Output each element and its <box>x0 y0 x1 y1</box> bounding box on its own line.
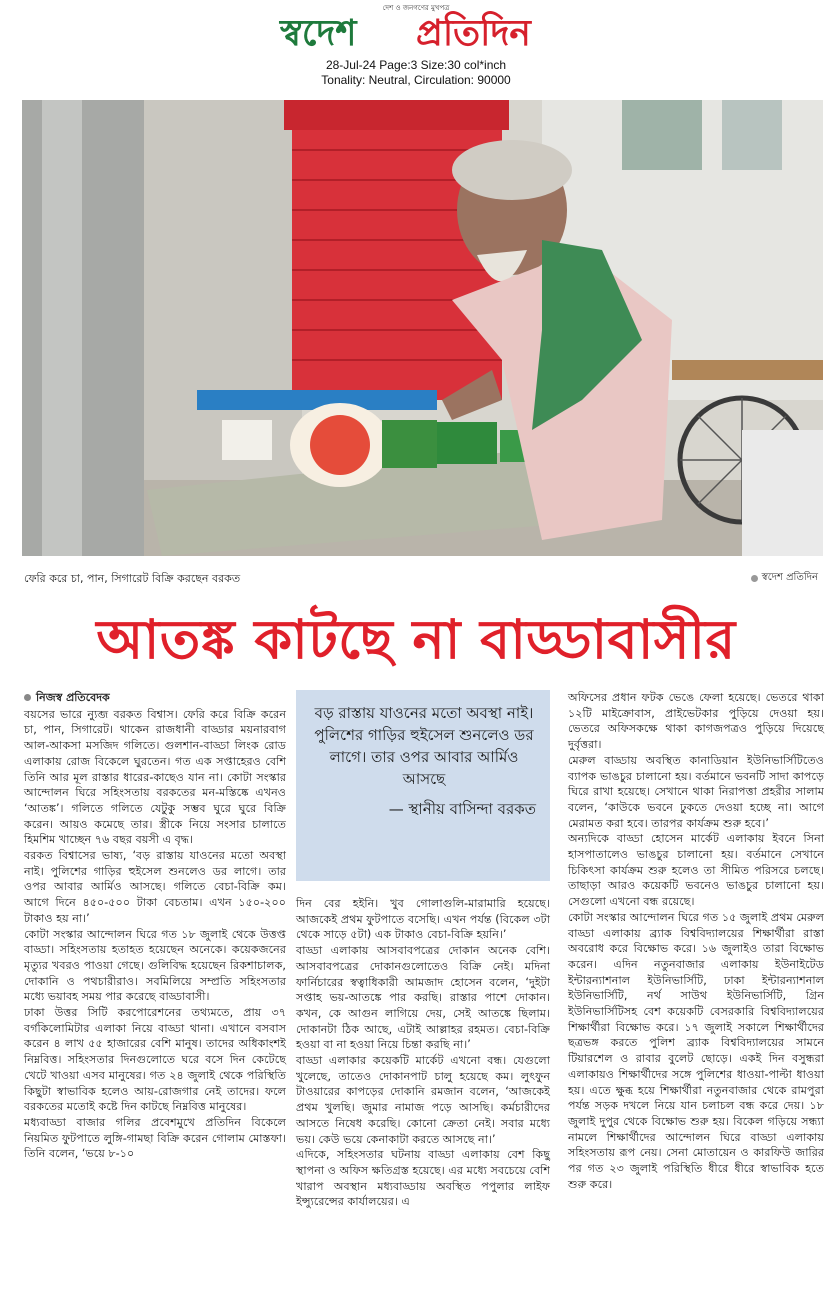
byline-text: নিজস্ব প্রতিবেদক <box>36 691 110 704</box>
clipping-meta-line2: Tonality: Neutral, Circulation: 90000 <box>321 73 511 87</box>
pull-quote-source: — স্থানীয় বাসিন্দা বরকত <box>388 800 536 818</box>
logo-part2: প্রতিদিন <box>416 13 531 52</box>
article-column-2 <box>296 896 550 1210</box>
article-headline: আতঙ্ক কাটছে না বাড্ডাবাসীর <box>96 608 736 671</box>
photo-caption: ফেরি করে চা, পান, সিগারেট বিক্রি করছেন বরকত <box>24 572 241 585</box>
photo-credit <box>751 570 818 587</box>
article-paragraph: বাড্ডা এলাকায় আসবাবপত্রের দোকান অনেক বেশি। আসবাবপত্রের দোকানগুলোতেও বিক্রি নেই। মদিনা ফার্নিচারের স্বত্বাধিকারী আমজাদ হোসেন বলেন, ‘দুইটা সপ্তাহ ভয়-আতঙ্কে পার করছি। রাস্তার পাশে দোকান। কখন, কে আগুন লাগিয়ে দেয়, সেই আতঙ্কে ছিলাম। দোকানটা ঠিক আছে, এটাই আল্লাহর রহমত। বেচা-বিক্রি হওয়া বা না হওয়া নিয়ে চিন্তা করছি না।’ <box>296 944 550 1052</box>
article-column-1 <box>24 690 286 1162</box>
article-paragraph: অফিসের প্রধান ফটক ভেঙে ফেলা হয়েছে। ভেতরে থাকা ১২টি মাইক্রোবাস, প্রাইভেটকার পুড়িয়ে দেওয়া হয়। ভেতরে অফিসকক্ষে থাকা কাগজপত্রও পুড়িয়ে দিয়েছে দুর্বৃত্তরা। <box>568 691 824 752</box>
article-paragraph: মেরুল বাড্ডায় অবস্থিত কানাডিয়ান ইউনিভার্সিটিতেও ব্যাপক ভাঙচুর চালানো হয়। বর্তমানে ভবনটি সাদা কাপড়ে ঘিরে রাখা হয়েছে। সেখানে থাকা নিরাপত্তা প্রহরীর সালাম বলেন, ‘কাউকে ভবনে ঢুকতে দেওয়া হচ্ছে না। আগে মেরামত করা হবে। তারপর কার্যক্রম শুরু হবে।’ <box>568 753 824 830</box>
article-paragraph: কোটা সংস্কার আন্দোলন ঘিরে গত ১৮ জুলাই থেকে উত্তপ্ত বাড্ডা। সহিংসতায় হতাহত হয়েছেন অনেকে। কয়েকজনের মৃত্যুর খবরও পাওয়া গেছে। গুলিবিদ্ধ হয়েছেন রিকশাচালক, দোকানি ও পথচারীরাও। সবমিলিয়ে সম্প্রতি সহিংসতার মধ্যে ভয়াবহ সময় পার করেছে বাড্ডাবাসী। <box>24 927 286 1004</box>
clipping-meta-line1: 28-Jul-24 Page:3 Size:30 col*inch <box>325 58 507 72</box>
article-paragraph: কোটা সংস্কার আন্দোলন ঘিরে গত ১৫ জুলাই প্রথম মেরুল বাড্ডা এলাকায় ব্র্যাক বিশ্ববিদ্যালয়ের শিক্ষার্থীরা রাস্তা অবরোধ করে বিক্ষোভ করে। ১৬ জুলাইও তারা বিক্ষোভ করেন। এদিন নতুনবাজার এলাকায় ইউনাইটেড ইন্টারন্যাশনাল ইউনিভার্সিটি, ঢাকা ইন্টারন্যাশনাল ইউনিভার্সিটি, নর্থ সাউথ ইউনিভার্সিটি, গ্রিন ইউনিভার্সিটিসহ বেশ কয়েকটি বেসরকারি বিশ্ববিদ্যালয়ের শিক্ষার্থীরা বিক্ষোভ করে। ১৭ জুলাই সকালে শিক্ষার্থীদের ছত্রভঙ্গ করতে পুলিশ ব্র্যাক বিশ্ববিদ্যালয়ের সামনে টিয়ারশেল ও রাবার বুলেট ছোড়ে। একই দিন বসুন্ধরা এলাকায়ও শিক্ষার্থীদের সঙ্গে পুলিশের ধাওয়া-পাল্টা ধাওয়া হয়। এতে ক্ষুব্ধ হয়ে শিক্ষার্থীরা নতুনবাজার থেকে রামপুরা পর্যন্ত সড়ক দখলে নিয়ে যান চলাচল বন্ধ করে দেয়। ১৮ জুলাই দুপুর থেকে বিক্ষোভ শুরু হয়। বিকেল গড়িয়ে সন্ধ্যা নামলে শিক্ষার্থীদের আন্দোলন ঘিরে বাড্ডা এলাকায় সহিংসতায় রূপ নেয়। সেনা মোতায়েন ও কারফিউ জারির পর গত ২৩ জুলাই পরিস্থিতি ধীরে ধীরে স্বাভাবিক হতে শুরু করে। <box>568 910 824 1191</box>
masthead <box>0 0 832 92</box>
article-column-3 <box>568 690 824 1193</box>
article-paragraph: ঢাকা উত্তর সিটি করপোরেশনের তথ্যমতে, প্রায় ৩৭ বর্গকিলোমিটার এলাকা নিয়ে বাড্ডা থানা। এখানে বসবাস করেন ৪ লাখ ৫৫ হাজারের বেশি মানুষ। তাদের অধিকাংশই নিম্নবিত্ত। সহিংসতার দিনগুলোতে ঘরে বসে দিন কেটেছে খেটে খাওয়া এসব মানুষের। গত ২৪ জুলাই থেকে পরিস্থিতি কিছুটা স্বাভাবিক হলেও আয়-রোজগার নেই তাদের। ফলে বরকতের মতোই কষ্টে দিন কাটছে নিম্নবিত্ত মানুষের। <box>24 1006 286 1114</box>
article-paragraph: বয়সের ভারে ন্যুব্জ বরকত বিশ্বাস। ফেরি করে বিক্রি করেন চা, পান, সিগারেট। থাকেন রাজধানী বাড্ডার ময়নারবাগ আল-আকসা মসজিদ গলিতে। গুলশান-বাড্ডা লিংক রোড এলাকায় রোজ বিকেলে ঘুরতেন। গত এক সপ্তাহেরও বেশি তিনি আর মূল রাস্তার ধারের-কাছেও যান না। কোটা সংস্কার আন্দোলন ঘিরে সহিংসতায় বরকতের মন-মস্তিষ্কে এখনও ‘আতঙ্ক’। গলিতে গলিতে যেটুকু সম্ভব ঘুরে ঘুরে বিক্রি করেন। আয়ও কমেছে তার। স্ত্রীকে নিয়ে সংসার চালাতে হিমশিম খাচ্ছেন ৭৬ বছর বয়সী এ বৃদ্ধ। <box>24 707 286 847</box>
byline <box>24 690 286 706</box>
article-paragraph: বরকত বিশ্বাসের ভাষ্য, ‘বড় রাস্তায় যাওনের মতো অবস্থা নাই। পুলিশের গাড়ির হুইসেল শুনলেও ডর লাগে। তার ওপর আবার আর্মিও আসছে। গলিতে বেচা-বিক্রি কম। আগে দিনে ৪৫০-৫০০ টাকা বেচতাম। এখন ১৫০-২০০ টাকাও হয় না।’ <box>24 849 286 925</box>
newspaper-logo <box>276 8 566 52</box>
pull-quote <box>296 690 550 881</box>
masthead-tagline: দেশ ও জনগণের মুখপত্র <box>382 4 450 12</box>
article-paragraph: দিন বের হইনি। খুব গোলাগুলি-মারামারি হয়েছে। আজকেই প্রথম ফুটপাতে বসেছি। এখন পর্যন্ত (বিকেল ৩টা থেকে সাড়ে ৫টা) এক টাকাও বেচা-বিক্রি হয়নি।’ <box>296 897 550 942</box>
bullet-icon <box>24 694 31 701</box>
logo-part1: স্বদেশ <box>280 13 357 52</box>
article-paragraph: বাড্ডা এলাকার কয়েকটি মার্কেট এখনো বন্ধ। যেগুলো খুলেছে, তাতেও দোকানপাট চালু হয়েছে কম। লুৎফুন টাওয়ারের কাপড়ের দোকানি রমজান বলেন, ‘আজকেই প্রথম খুলছি। জুমার নামাজ পড়ে আসছি। কর্মচারীদের আসতে নিষেধ করেছি। কোনো ক্রেতা নেই। সবার মধ্যে ভয়। কেউ ভয়ে কেনাকাটা করতে আসছে না।’ <box>296 1054 550 1146</box>
article-paragraph: মধ্যবাড্ডা বাজার গলির প্রবেশমুখে প্রতিদিন বিকেলে নিয়মিত ফুটপাতে লুঙ্গি-গামছা বিক্রি করেন গোলাম মোস্তফা। তিনি বলেন, ‘ভয়ে ৮-১০ <box>24 1115 286 1161</box>
bullet-icon <box>751 575 758 582</box>
photo-credit-text: স্বদেশ প্রতিদিন <box>761 572 818 583</box>
article-paragraph: অন্যদিকে বাড্ডা হোসেন মার্কেট এলাকায় ইবনে সিনা হাসপাতালেও ভাঙচুর চালানো হয়। বর্তমানে সেখানে চিকিৎসা কার্যক্রম শুরু হলেও তা সীমিত পরিসরে চলছে। তাছাড়া আরও কয়েকটি ভবনেও ভাঙচুর চালানো হয়। সেগুলো এখনো বন্ধ রয়েছে। <box>568 832 824 909</box>
news-photo-illustration <box>22 100 823 556</box>
news-photo <box>22 100 823 556</box>
article-paragraph: এদিকে, সহিংসতার ঘটনায় বাড্ডা এলাকায় বেশ কিছু স্থাপনা ও অফিস ক্ষতিগ্রস্ত হয়েছে। এর মধ্যে সবচেয়ে বেশি খারাপ অবস্থান মধ্যবাড্ডায় অবস্থিত পপুলার লাইফ ইন্স্যুরেন্সের কার্যালয়ের। এ <box>296 1148 550 1209</box>
pull-quote-text: বড় রাস্তায় যাওনের মতো অবস্থা নাই। পুলিশের গাড়ির হুইসেল শুনলেও ডর লাগে। তার ওপর আবার আর্মিও আসছে <box>314 704 534 788</box>
clipping-meta <box>0 58 832 88</box>
